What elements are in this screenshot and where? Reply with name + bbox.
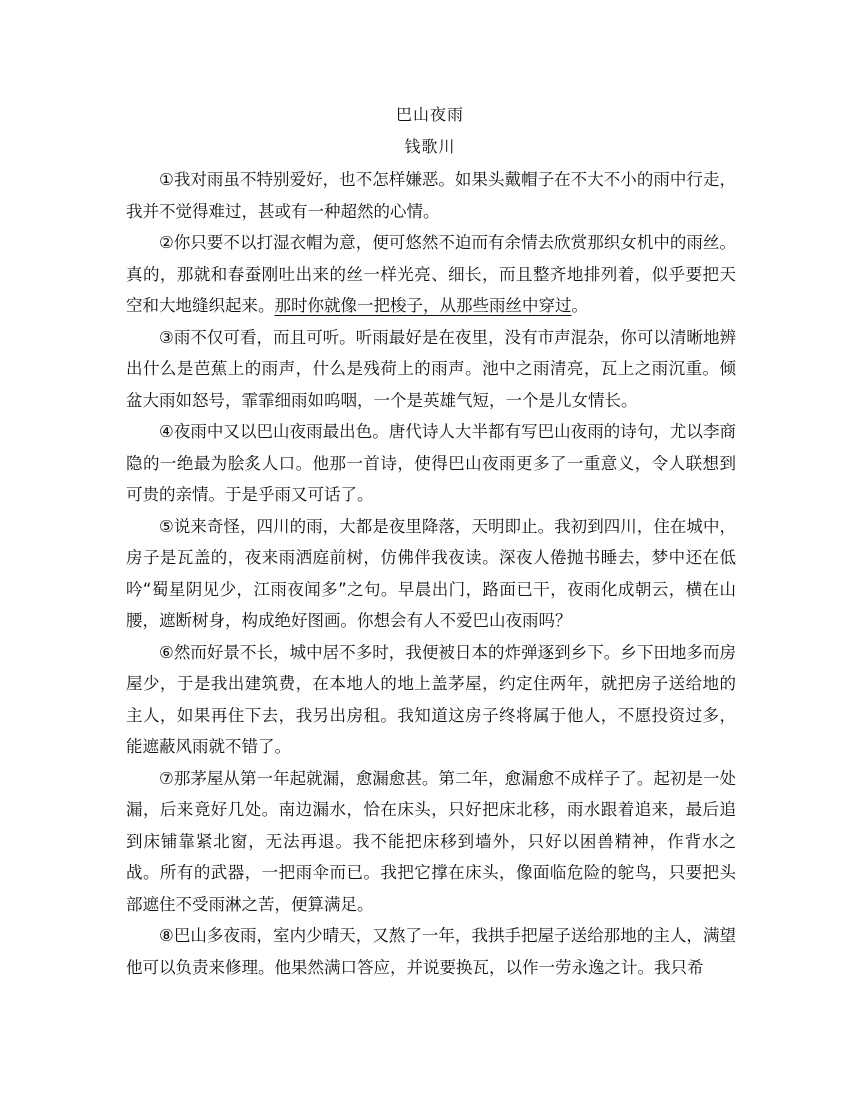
paragraph-5: ⑤说来奇怪，四川的雨，大都是夜里降落，天明即止。我初到四川，住在城中，房子是瓦盖的，夜来雨洒庭前树，仿佛伴我夜读。深夜人倦抛书睡去，梦中还在低吟“蜀星阴见少，江雨夜闻多”之句。早晨出门，路面已干，夜雨化成朝云，横在山腰，遮断树身，构成绝好图画。你想会有人不爱巴山夜雨吗？: [126, 516, 736, 630]
paragraph-4: ④夜雨中又以巴山夜雨最出色。唐代诗人大半都有写巴山夜雨的诗句，尤以李商隐的一绝最为脍炙人口。他那一首诗，使得巴山夜雨更多了一重意义，令人联想到可贵的亲情。于是乎雨又可话了。: [126, 422, 736, 504]
paragraph-2-text: ②你只要不以打湿衣帽为意，便可悠然不迫而有余情去欣赏那织女机中的雨丝。真的，那就和春蚕刚吐出来的丝一样光亮、细长，而且整齐地排列着，似乎要把天空和大地缝织起来。: [126, 233, 736, 315]
paragraph-7: ⑦那茅屋从第一年起就漏，愈漏愈甚。第二年，愈漏愈不成样子了。起初是一处漏，后来竟好几处。南边漏水，恰在床头，只好把床北移，雨水跟着追来，最后追到床铺靠紧北窗，无法再退。我不能把床移到墙外，只好以困兽精神，作背水之战。所有的武器，一把雨伞而已。我把它撑在床头，像面临危险的鸵鸟，只要把头部遮住不受雨淋之苦，便算满足。: [126, 768, 736, 914]
paragraph-1: ①我对雨虽不特别爱好，也不怎样嫌恶。如果头戴帽子在不大不小的雨中行走，我并不觉得难过，甚或有一种超然的心情。: [126, 170, 736, 221]
paragraph-3: ③雨不仅可看，而且可听。听雨最好是在夜里，没有市声混杂，你可以清晰地辨出什么是芭蕉上的雨声，什么是残荷上的雨声。池中之雨清亮，瓦上之雨沉重。倾盆大雨如怒号，霏霏细雨如呜咽，一个是英雄气短，一个是儿女情长。: [126, 327, 736, 410]
underlined-sentence: 那时你就像一把梭子，从那些雨丝中穿过: [274, 296, 572, 315]
article-title: 巴山夜雨: [395, 105, 464, 124]
paragraph-6: ⑥然而好景不长，城中居不多时，我便被日本的炸弹逐到乡下。乡下田地多而房屋少，于是我出建筑费，在本地人的地上盖茅屋，约定住两年，就把房子送给地的主人，如果再住下去，我另出房租。我知道这房子终将属于他人，不愿投资过多，能遮蔽风雨就不错了。: [126, 642, 736, 756]
paragraph-2-end: 。: [571, 296, 588, 315]
article-body: [126, 164, 736, 983]
paragraph-8: ⑧巴山多夜雨，室内少晴天，又熬了一年，我拱手把屋子送给那地的主人，满望他可以负责来修理。他果然满口答应，并说要换瓦，以作一劳永逸之计。我只希: [126, 926, 736, 977]
paragraph-2: [126, 227, 736, 322]
article-author: 钱歌川: [404, 137, 456, 156]
